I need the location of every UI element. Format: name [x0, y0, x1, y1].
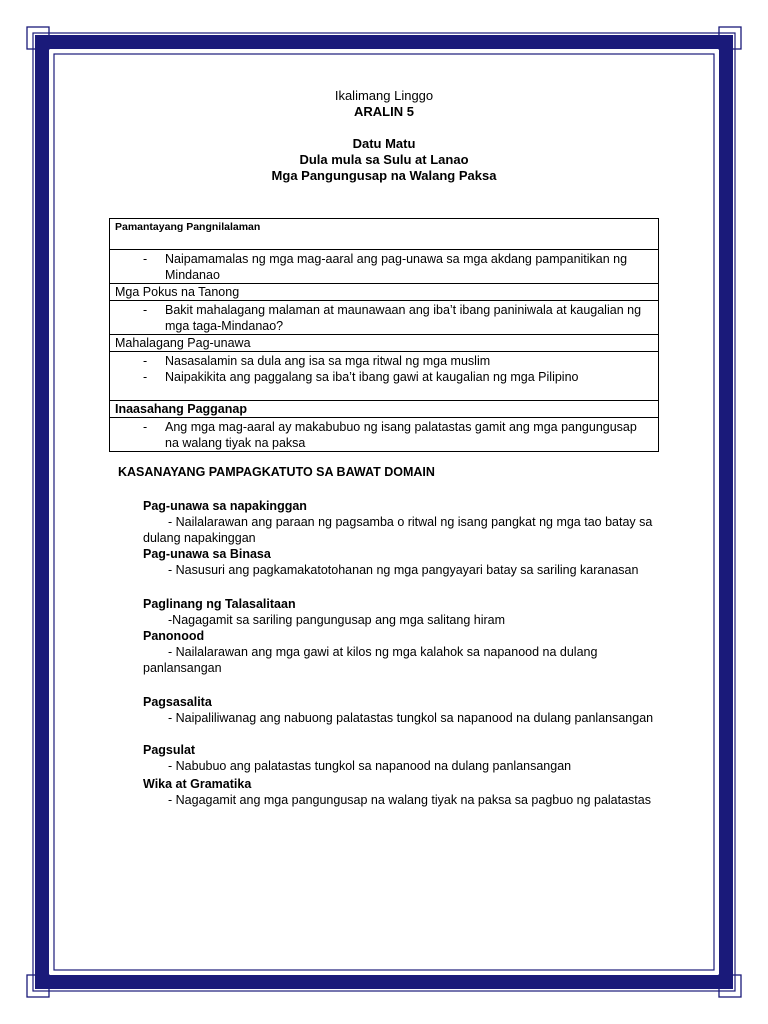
domain-description: - Nailalarawan ang mga gawi at kilos ng mga kalahok sa napanood na dulang panlansangan — [143, 645, 598, 675]
section-body — [110, 418, 659, 452]
domain-heading: Pag-unawa sa Binasa — [143, 547, 271, 561]
bullet-dash: - — [143, 252, 148, 266]
section-body — [110, 301, 659, 335]
bullet-dash: - — [143, 420, 148, 434]
domain-heading: Wika at Gramatika — [143, 777, 252, 791]
domain-item — [143, 694, 663, 726]
table-row — [110, 250, 659, 284]
bullet-dash: - — [143, 303, 148, 317]
domain-item — [143, 742, 663, 774]
list-item — [115, 302, 650, 334]
list-item-text: Ang mga mag-aaral ay makabubuo ng isang palatastas gamit ang mga pangungusap na walang tiyak na paksa — [165, 420, 637, 450]
section-body — [110, 250, 659, 284]
domain-description: - Nagagamit ang mga pangungusap na walang tiyak na paksa sa pagbuo ng palatastas — [168, 793, 651, 807]
domain-description: - Naipaliliwanag ang nabuong palatastas tungkol sa napanood na dulang panlansangan — [168, 711, 654, 725]
domain-heading: Pag-unawa sa napakinggan — [143, 499, 307, 513]
domain-description: -Nagagamit sa sariling pangungusap ang mga salitang hiram — [168, 613, 506, 627]
domain-item — [143, 628, 663, 676]
table-row — [110, 401, 659, 418]
section-heading: Pamantayang Pangnilalaman — [110, 219, 659, 250]
domain-heading: Pagsulat — [143, 743, 196, 757]
list-item-text: Nasasalamin sa dula ang isa sa mga ritwal ng mga muslim — [165, 354, 491, 368]
bullet-dash: - — [143, 354, 148, 368]
domain-description: - Nailalarawan ang paraan ng pagsamba o ritwal ng isang pangkat ng mga tao batay sa dulang napakinggan — [143, 515, 653, 545]
table-row — [110, 301, 659, 335]
section-body — [110, 352, 659, 401]
domain-item — [143, 546, 663, 578]
section-heading: Inaasahang Pagganap — [110, 401, 659, 418]
list-item — [115, 369, 650, 385]
standards-table — [109, 218, 659, 452]
list-item-text: Naipakikita ang paggalang sa iba’t ibang gawi at kaugalian ng mga Pilipino — [165, 370, 579, 384]
table-row — [110, 335, 659, 352]
domain-heading: Panonood — [143, 629, 205, 643]
table-row — [110, 284, 659, 301]
week-label: Ikalimang Linggo — [334, 88, 434, 103]
domain-heading: Pagsasalita — [143, 695, 212, 709]
document-title-block — [0, 136, 768, 184]
table-row — [110, 352, 659, 401]
domain-description: - Nasusuri ang pagkamakatotohanan ng mga pangyayari batay sa sariling karanasan — [168, 563, 639, 577]
bullet-dash: - — [143, 370, 148, 384]
lesson-label: ARALIN 5 — [354, 104, 414, 119]
list-item — [115, 419, 650, 451]
table-row — [110, 418, 659, 452]
domain-heading: Paglinang ng Talasalitaan — [143, 597, 296, 611]
domain-item — [143, 776, 663, 808]
domain-item — [143, 498, 663, 546]
list-item — [115, 353, 650, 369]
section-heading: Mga Pokus na Tanong — [110, 284, 659, 301]
domain-item — [143, 596, 663, 628]
list-item-text: Naipamamalas ng mga mag-aaral ang pag-unawa sa mga akdang pampanitikan ng Mindanao — [165, 252, 628, 282]
document-subtitle: Dula mula sa Sulu at Lanao — [299, 152, 469, 167]
document-title: Datu Matu — [352, 136, 416, 151]
list-item — [115, 251, 650, 283]
document-topic: Mga Pangungusap na Walang Paksa — [271, 168, 497, 183]
section-heading: Mahalagang Pag-unawa — [110, 335, 659, 352]
document-header — [0, 88, 768, 120]
table-row — [110, 219, 659, 250]
domain-description: - Nabubuo ang palatastas tungkol sa napanood na dulang panlansangan — [168, 759, 572, 773]
list-item-text: Bakit mahalagang malaman at maunawaan ang iba’t ibang paniniwala at kaugalian ng mga taga-Mindanao? — [165, 303, 642, 333]
domains-section-title: KASANAYANG PAMPAGKATUTO SA BAWAT DOMAIN — [118, 465, 435, 479]
